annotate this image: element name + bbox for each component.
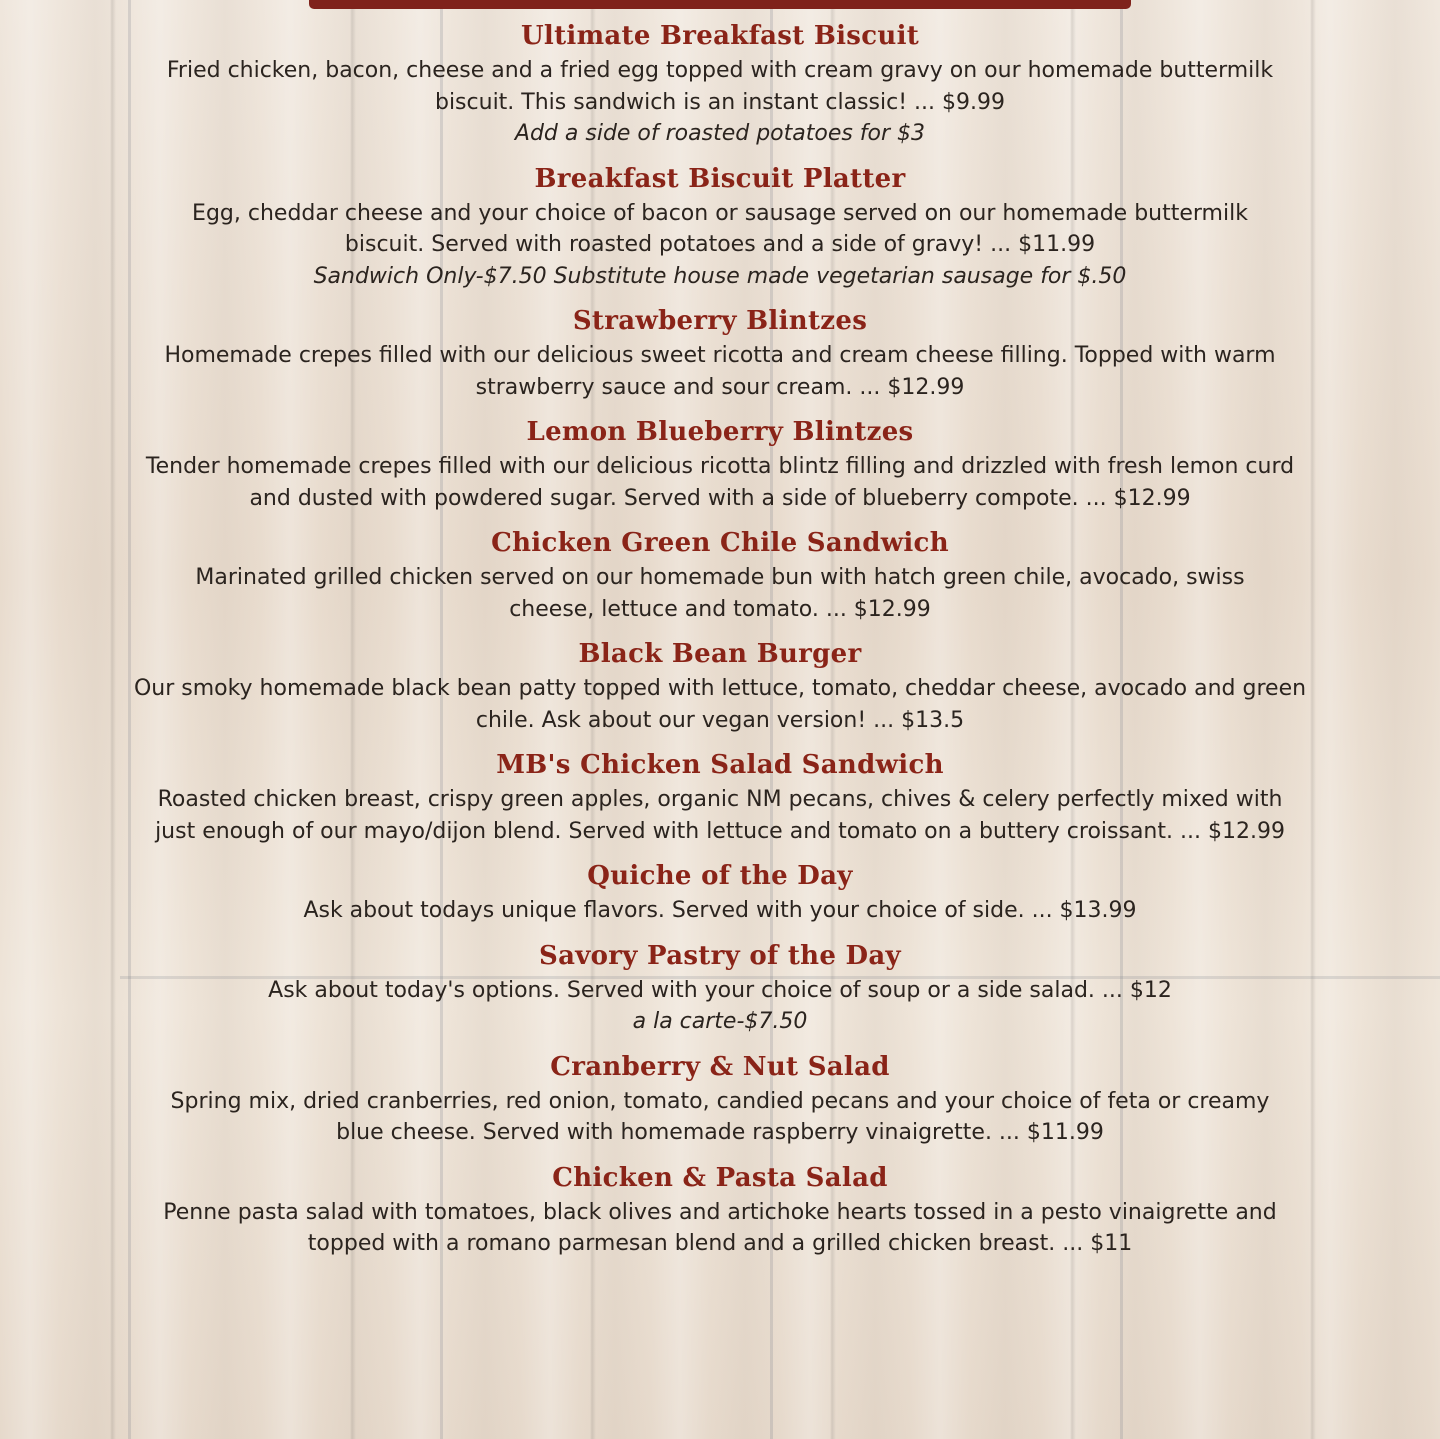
header-bar <box>309 0 1131 9</box>
menu-item <box>100 857 1340 927</box>
item-description: Egg, cheddar cheese and your choice of bacon or sausage served on our homemade buttermilk biscuit. Served with roasted potatoes and a side of gravy! ... $11.99 <box>192 200 1248 257</box>
menu-item <box>100 746 1340 847</box>
item-name: Strawberry Blintzes <box>572 306 868 336</box>
item-name: Chicken & Pasta Salad <box>552 1162 888 1193</box>
item-name: Lemon Blueberry Blintzes <box>526 417 914 447</box>
item-description: Fried chicken, bacon, cheese and a fried egg topped with cream gravy on our homemade buttermilk biscuit. This sandwich is an instant classic! ... $9.99 <box>166 58 1274 115</box>
item-description: Our smoky homemade black bean patty topped with lettuce, tomato, cheddar cheese, avocado and green chile. Ask about our vegan version! ... $13.5 <box>133 676 1307 733</box>
item-name: Quiche of the Day <box>587 861 853 891</box>
item-name: Cranberry & Nut Salad <box>550 1051 890 1082</box>
item-description: Marinated grilled chicken served on our homemade bun with hatch green chile, avocado, swiss cheese, lettuce and tomato. ... $12.99 <box>195 565 1245 622</box>
menu-item <box>100 302 1340 403</box>
item-description: Roasted chicken breast, crispy green apples, organic NM pecans, chives & celery perfectly mixed with just enough of our mayo/dijon blend. Served with lettuce and tomato on a buttery croissant. ... $12.99 <box>155 787 1285 844</box>
menu-item <box>100 17 1340 150</box>
item-description: Spring mix, dried cranberries, red onion, tomato, candied pecans and your choice of feta or creamy blue cheese. Served with homemade raspberry vinaigrette. ... $11.99 <box>170 1088 1270 1145</box>
menu-item <box>100 937 1340 1038</box>
item-description: Ask about todays unique flavors. Served with your choice of side. ... $13.99 <box>303 898 1137 923</box>
item-note: Add a side of roasted potatoes for $3 <box>514 121 926 146</box>
menu-item <box>100 524 1340 625</box>
menu-item <box>100 413 1340 514</box>
menu-item <box>100 635 1340 736</box>
item-note: Sandwich Only-$7.50 Substitute house made vegetarian sausage for $.50 <box>313 263 1127 289</box>
menu-item <box>100 160 1340 293</box>
item-name: Black Bean Burger <box>578 639 862 669</box>
menu-item <box>100 1048 1340 1149</box>
item-name: Breakfast Biscuit Platter <box>534 163 906 194</box>
menu-item <box>100 1159 1340 1260</box>
menu-list <box>100 17 1340 1270</box>
item-description: Tender homemade crepes filled with our delicious ricotta blintz filling and drizzled with fresh lemon curd and dusted with powdered sugar. Served with a side of blueberry compote. ... $12.99 <box>145 454 1295 511</box>
item-name: Savory Pastry of the Day <box>539 940 901 971</box>
item-name: Ultimate Breakfast Biscuit <box>520 21 920 51</box>
item-name: MB's Chicken Salad Sandwich <box>496 750 944 780</box>
item-note: a la carte-$7.50 <box>632 1009 808 1034</box>
item-description: Penne pasta salad with tomatoes, black olives and artichoke hearts tossed in a pesto vinaigrette and topped with a romano parmesan blend and a grilled chicken breast. ... $11 <box>163 1199 1277 1256</box>
item-description: Ask about today's options. Served with your choice of soup or a side salad. ... $12 <box>268 977 1172 1003</box>
item-description: Homemade crepes filled with our delicious sweet ricotta and cream cheese filling. Topped with warm strawberry sauce and sour cream. ... $12.99 <box>164 343 1276 400</box>
item-name: Chicken Green Chile Sandwich <box>491 528 949 558</box>
